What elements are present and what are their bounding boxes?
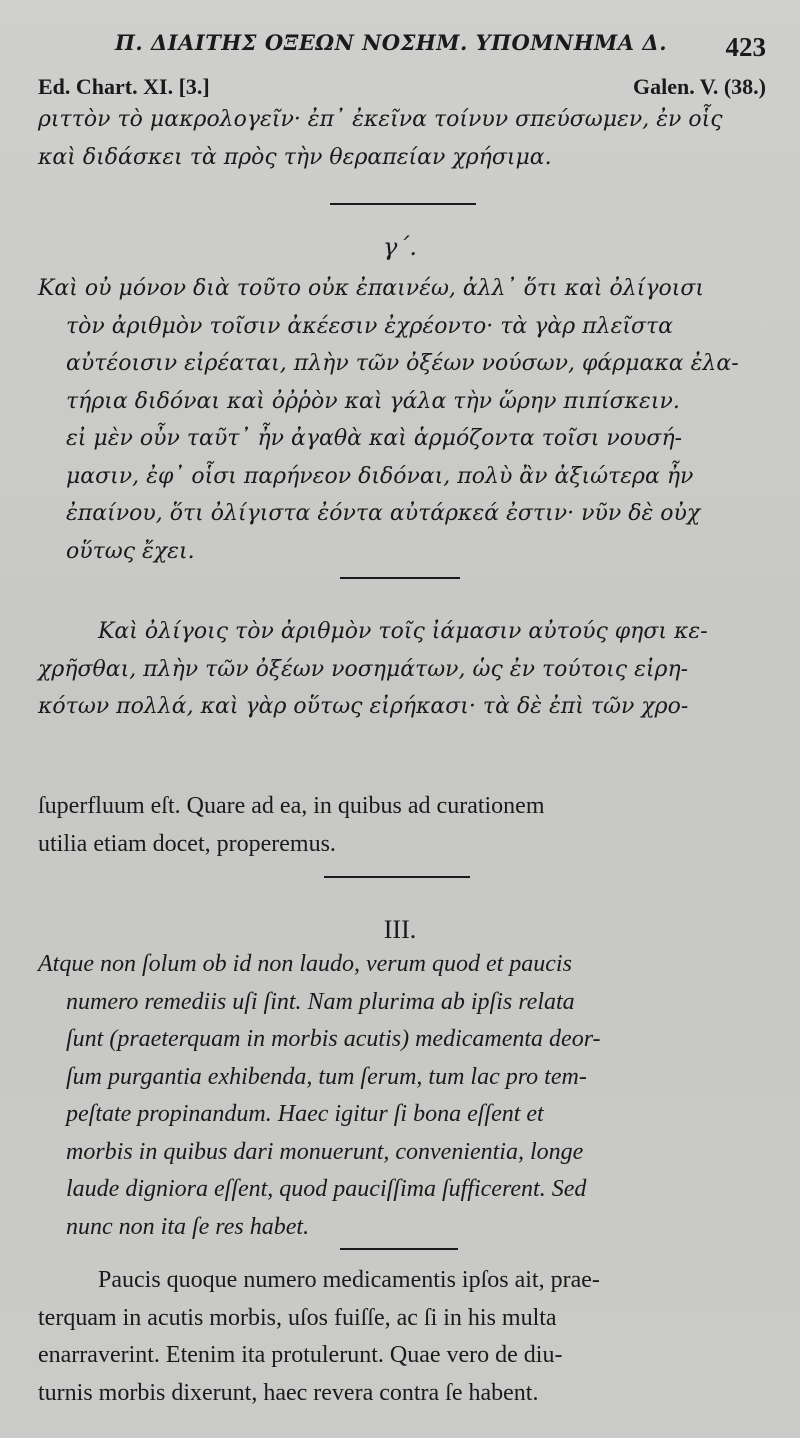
text-line: Καὶ οὐ μόνον διὰ τοῦτο οὐκ ἐπαινέω, ἀλλ᾽ ὅτι καὶ ὀλίγοισι bbox=[38, 276, 705, 301]
page-number: 423 bbox=[725, 32, 766, 62]
greek-commentary-paragraph bbox=[38, 613, 766, 726]
text-line: enarraverint. Etenim ita protulerunt. Quae vero de diu- bbox=[38, 1342, 563, 1368]
text-line: χρῆσθαι, πλὴν τῶν ὀξέων νοσημάτων, ὡς ἐν τούτοις εἰρη- bbox=[38, 656, 689, 682]
text-line: ριττὸν τὸ μακρολογεῖν· ἐπ᾽ ἐκεῖνα τοίνυν σπεύσωμεν, ἐν οἷς bbox=[38, 107, 723, 132]
section-divider bbox=[340, 1248, 458, 1250]
latin-section-numeral: III. bbox=[383, 915, 417, 944]
latin-lemma-paragraph bbox=[38, 946, 766, 1246]
text-line: Atque non ſolum ob id non laudo, verum quod et paucis bbox=[38, 951, 572, 977]
text-line: laude digniora eſſent, quod pauciſſima ſufficerent. Sed bbox=[66, 1176, 587, 1202]
running-title: Π. ΔΙΑΙΤΗΣ ΟΞΕΩΝ ΝΟΣΗΜ. ΥΠΟΜΝΗΜΑ Δ. bbox=[115, 30, 668, 55]
text-line: ſunt (praeterquam in morbis acutis) medicamenta deor- bbox=[66, 1026, 601, 1052]
edition-reference-kuhn: Galen. V. (38.) bbox=[632, 74, 766, 99]
text-line: ſum purgantia exhibenda, tum ſerum, tum lac pro tem- bbox=[66, 1063, 587, 1090]
section-divider bbox=[340, 577, 460, 579]
text-line: numero remediis uſi ſint. Nam plurima ab ipſis relata bbox=[66, 988, 575, 1015]
greek-lemma-paragraph bbox=[38, 270, 766, 570]
text-line: οὕτως ἔχει. bbox=[66, 538, 195, 564]
section-divider bbox=[324, 876, 470, 878]
text-line: nunc non ita ſe res habet. bbox=[66, 1213, 310, 1240]
text-line: κότων πολλά, καὶ γὰρ οὕτως εἰρήκασι· τὰ δὲ ἐπὶ τῶν χρο- bbox=[38, 694, 689, 719]
latin-commentary-paragraph bbox=[38, 1262, 766, 1412]
text-line: τὸν ἀριθμὸν τοῖσιν ἀκέεσιν ἐχρέοντο· τὰ γὰρ πλεῖστα bbox=[66, 313, 674, 339]
text-line: utilia etiam docet, properemus. bbox=[38, 830, 336, 857]
text-line: ἐπαίνου, ὅτι ὀλίγιστα ἐόντα αὐτάρκεά ἐστιν· νῦν δὲ οὐχ bbox=[66, 501, 701, 526]
text-line: εἰ μὲν οὖν ταῦτ᾽ ἦν ἀγαθὰ καὶ ἁρμόζοντα τοῖσι νουσή- bbox=[66, 426, 683, 451]
greek-intro-paragraph bbox=[38, 101, 766, 176]
section-divider bbox=[330, 203, 476, 205]
text-line: Καὶ ὀλίγοις τὸν ἀριθμὸν τοῖς ἰάμασιν αὐτούς φησι κε- bbox=[98, 619, 708, 644]
text-line: μασιν, ἐφ᾽ οἷσι παρήνεον διδόναι, πολὺ ἂν ἀξιώτερα ἦν bbox=[66, 463, 694, 489]
text-line: καὶ διδάσκει τὰ πρὸς τὴν θεραπείαν χρήσιμα. bbox=[38, 144, 552, 170]
text-line: ſuperfluum eſt. Quare ad ea, in quibus ad curationem bbox=[38, 793, 545, 819]
edition-reference-chartier: Ed. Chart. XI. [3.] bbox=[38, 74, 210, 99]
greek-section-numeral: γ΄. bbox=[383, 233, 417, 261]
text-line: terquam in acutis morbis, uſos fuiſſe, ac ſi in his multa bbox=[38, 1304, 557, 1331]
latin-intro-paragraph bbox=[38, 788, 766, 863]
text-line: αὐτέοισιν εἰρέαται, πλὴν τῶν ὀξέων νούσων, φάρμακα ἐλα- bbox=[66, 351, 739, 376]
text-line: τήρια διδόναι καὶ ὀῤῥὸν καὶ γάλα τὴν ὥρην πιπίσκειν. bbox=[66, 388, 680, 414]
text-line: turnis morbis dixerunt, haec revera contra ſe habent. bbox=[38, 1379, 539, 1406]
text-line: morbis in quibus dari monuerunt, convenientia, longe bbox=[66, 1138, 584, 1165]
text-line: peſtate propinandum. Haec igitur ſi bona eſſent et bbox=[66, 1101, 544, 1127]
text-line: Paucis quoque numero medicamentis ipſos ait, prae- bbox=[98, 1267, 600, 1293]
